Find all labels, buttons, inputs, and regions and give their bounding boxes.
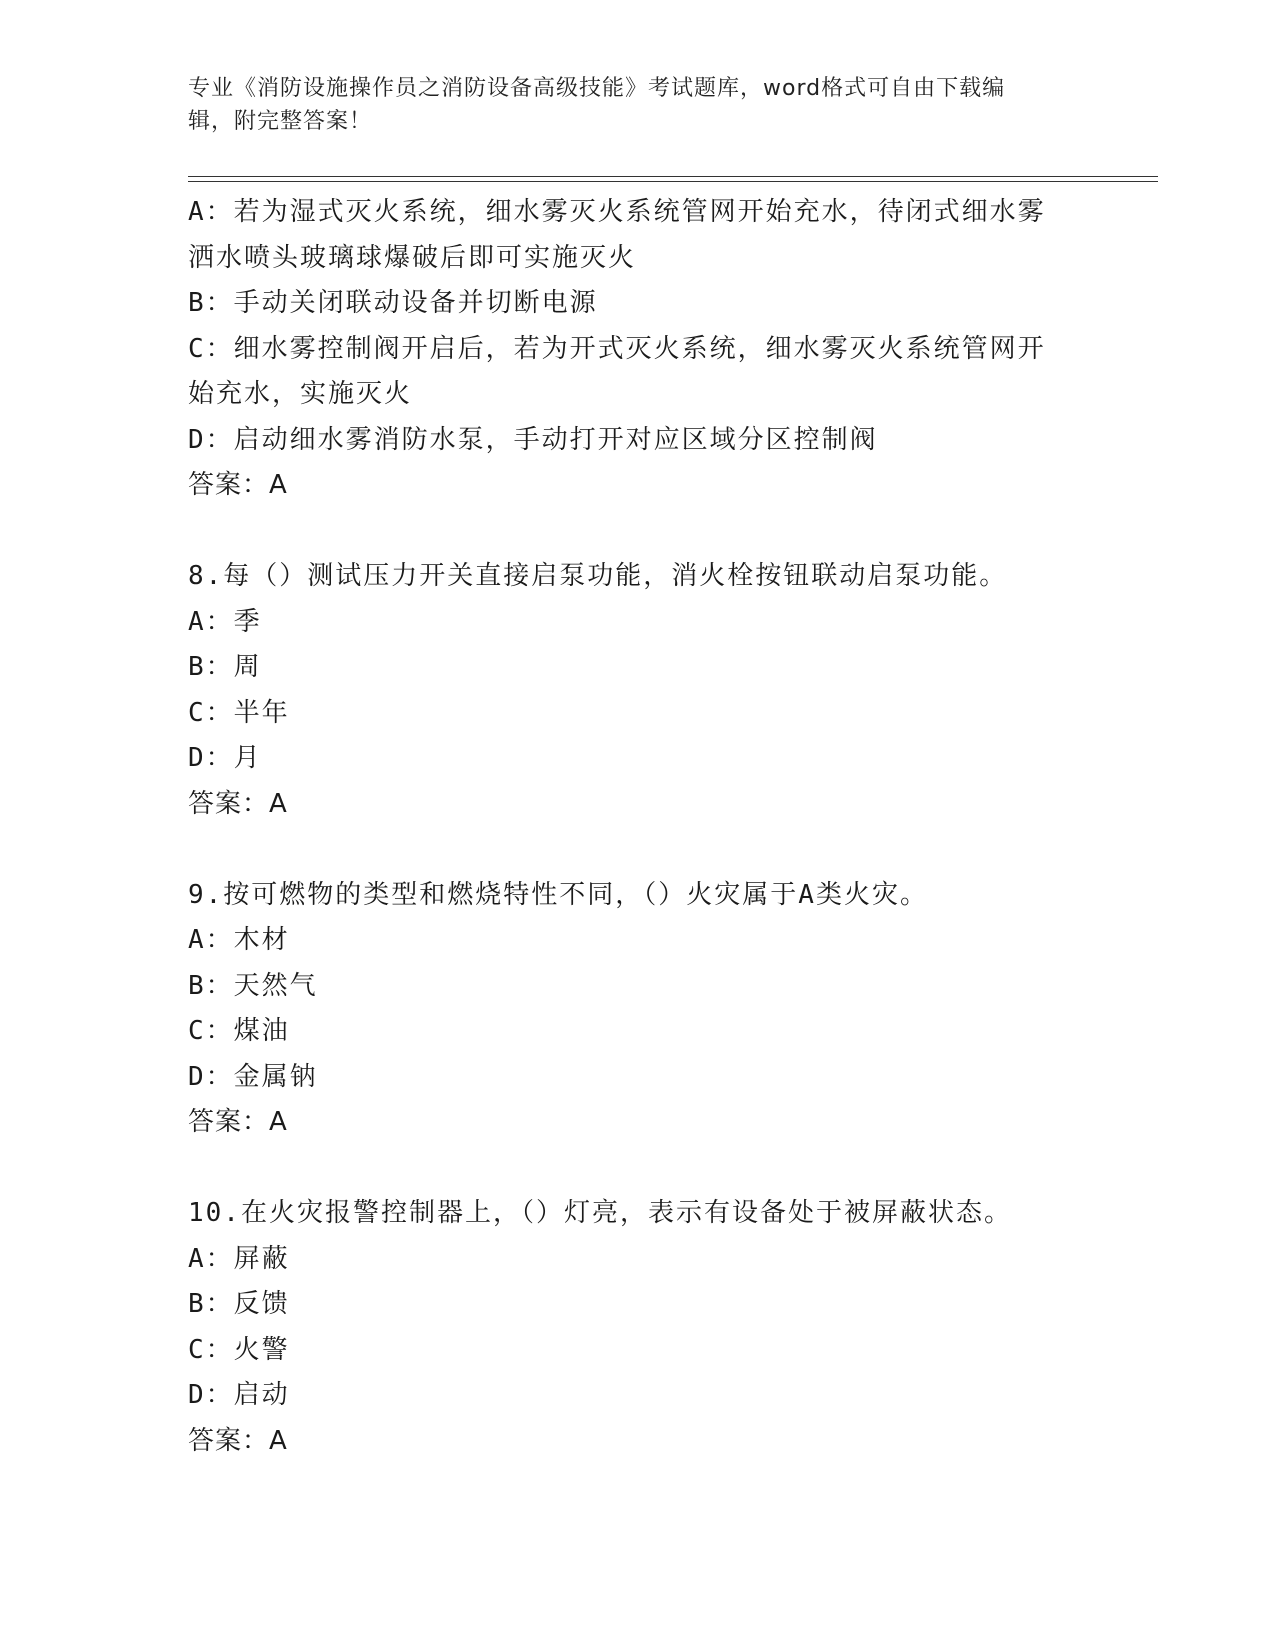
q7-answer: 答案：A <box>188 470 288 500</box>
q10-option-a: A：屏蔽 <box>188 1243 290 1274</box>
q10-answer: 答案：A <box>188 1425 288 1456</box>
question-7-block <box>188 190 1088 509</box>
q9-answer: 答案：A <box>188 1107 288 1137</box>
q7-option-a-line-1: A：若为湿式灭火系统，细水雾灭火系统管网开始充水，待闭式细水雾 <box>188 197 1046 227</box>
q10-option-c: C：火警 <box>188 1334 290 1365</box>
q8-answer: 答案：A <box>188 788 288 819</box>
header-line-1: 专业《消防设施操作员之消防设备高级技能》考试题库，word格式可自由下载编 <box>188 76 1006 101</box>
q9-option-a: A：木材 <box>188 925 290 955</box>
question-9-block <box>188 873 1088 1146</box>
q8-question: 8.每（）测试压力开关直接启泵功能，消火栓按钮联动启泵功能。 <box>188 561 1008 591</box>
q9-option-d: D：金属钠 <box>188 1061 318 1092</box>
spacer <box>188 509 1088 555</box>
header-divider-bottom <box>188 181 1158 182</box>
q8-option-d: D：月 <box>188 743 262 773</box>
q7-option-c-line-2: 始充水，实施灭火 <box>188 379 413 409</box>
q9-question: 9.按可燃物的类型和燃烧特性不同，（）火灾属于A类火灾。 <box>188 879 928 910</box>
q10-option-b: B：反馈 <box>188 1289 290 1319</box>
spacer <box>188 827 1088 873</box>
question-8-block <box>188 554 1088 827</box>
q10-question: 10.在火灾报警控制器上，（）灯亮，表示有设备处于被屏蔽状态。 <box>188 1198 1012 1228</box>
document-header <box>188 72 1068 138</box>
q10-option-d: D：启动 <box>188 1380 290 1410</box>
header-divider-top <box>188 176 1158 177</box>
header-line-2: 辑，附完整答案！ <box>188 109 373 134</box>
q8-option-c: C：半年 <box>188 697 290 728</box>
q8-option-a: A：季 <box>188 606 262 637</box>
q7-option-a-line-2: 洒水喷头玻璃球爆破后即可实施灭火 <box>188 242 637 273</box>
q9-option-b: B：天然气 <box>188 970 318 1001</box>
q7-option-d: D：启动细水雾消防水泵，手动打开对应区域分区控制阀 <box>188 424 878 455</box>
question-list <box>188 190 1088 1464</box>
q7-option-b: B：手动关闭联动设备并切断电源 <box>188 288 598 318</box>
q8-option-b: B：周 <box>188 652 262 682</box>
question-10-block <box>188 1191 1088 1464</box>
spacer <box>188 1146 1088 1192</box>
q9-option-c: C：煤油 <box>188 1016 290 1046</box>
q7-option-c-line-1: C：细水雾控制阀开启后，若为开式灭火系统，细水雾灭火系统管网开 <box>188 333 1046 364</box>
